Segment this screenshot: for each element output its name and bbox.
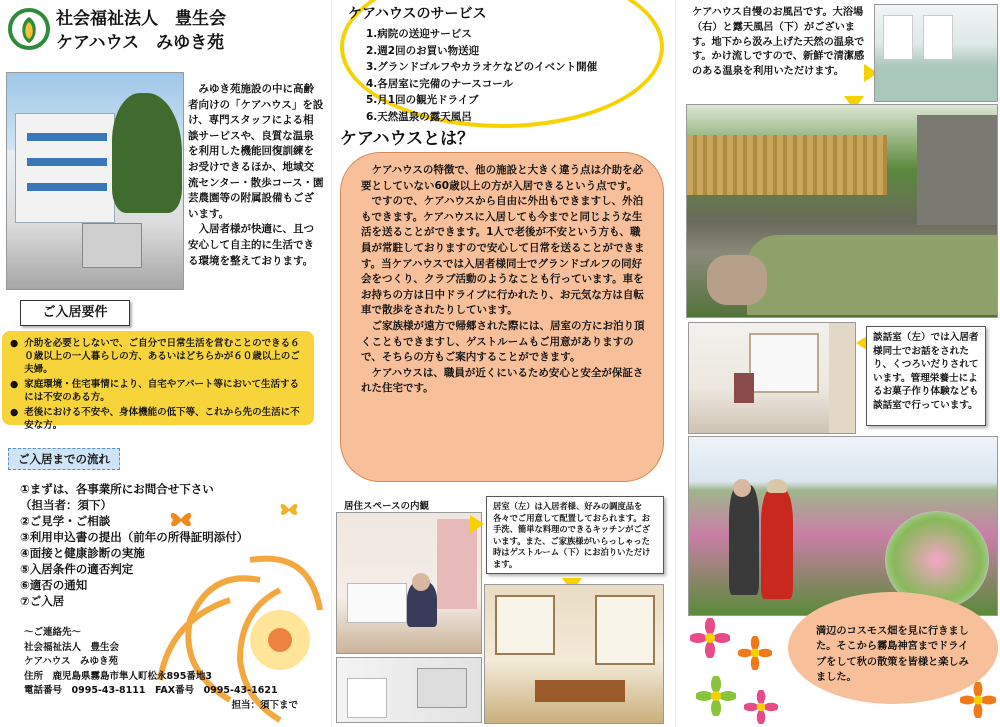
kitchen-photo xyxy=(336,657,482,723)
flow-step: ③利用申込書の提出（前年の所得証明添付） xyxy=(20,530,249,544)
flow-step: （担当者：須下） xyxy=(20,498,112,512)
cosmos-photo xyxy=(688,436,998,616)
lounge-caption: 談話室（左）では入居者様同士でお話をされたり、くつろいだりされています。管理栄養士によるお菓子作り体験なども談話室で行っています。 xyxy=(866,326,986,426)
lounge-photo xyxy=(688,322,856,434)
flow-step: ④面接と健康診断の実施 xyxy=(20,546,145,560)
indoor-bath-photo xyxy=(874,4,998,102)
flow-steps xyxy=(20,481,320,609)
bath-caption: ケアハウス自慢のお風呂です。大浴場（右）と露天風呂（下）がございます。地下から汲み上げた天然の温泉です。かけ流しですので、新鮮で清潔感のある温泉を利用いただけます。 xyxy=(692,7,865,78)
about-box xyxy=(340,152,664,482)
services-list xyxy=(366,26,597,125)
flow-step: ②ご見学・ご相談 xyxy=(20,514,111,528)
requirement-item: ● 介助を必要としないで、ご自分で日常生活を営むことのできる６０歳以上の一人暮らしの方、あるいはどちらかが６０歳以上のご夫婦。 xyxy=(10,338,300,375)
intro-text: みゆき苑施設の中に高齢者向けの「ケアハウス」を設け、専門スタッフによる相談サービスや、良質な温泉を利用した機能回復訓練をお受けできるほか、地域交流センター・散歩コース・園芸農園等の附属設備もございます。 入居者様が快適に、且つ安心して自主的に生活できる環境を整えております。 xyxy=(188,83,324,267)
requirement-item: ● 家庭環境・住宅事情により、自宅やアパート等において生活するには不安のある方。 xyxy=(10,379,300,403)
flow-title: ご入居までの流れ xyxy=(8,448,120,470)
about-paragraph: ケアハウスは、職員が近くにいるため安心と安全が保証された住宅です。 xyxy=(361,366,644,395)
flow-step: ⑦ご入居 xyxy=(20,594,65,608)
org-name-line1: 社会福祉法人 豊生会 xyxy=(56,9,226,29)
flow-step: ⑤入居条件の適否判定 xyxy=(20,562,134,576)
about-title: ケアハウスとは？ xyxy=(340,129,475,149)
flower-icon xyxy=(738,636,772,670)
about-paragraph: ですので、ケアハウスから自由に外出もできますし、外泊もできます。ケアハウスに入居しても今までと同じような生活を送ることができます。1人で老後が不安という方も、職員が常駐しておりますので安心して日常を送ることができます。当ケアハウスでは入居者様同士でグランドゴルフの同好会をつくり、クラブ活動のようなことも行っています。車をお持ちの方は日中ドライブに行かれたり、お元気な方は自転車で散歩をされたりしています。 xyxy=(361,195,645,317)
service-item: 3.グランドゴルフやカラオケなどのイベント開催 xyxy=(366,61,598,73)
building-photo xyxy=(6,72,184,290)
contact-block xyxy=(24,626,328,713)
flow-step: ⑥適否の通知 xyxy=(20,578,88,592)
contact-person: 担当：須下まで xyxy=(231,699,298,711)
service-item: 4.各居室に完備のナースコール xyxy=(366,77,514,90)
room-photo xyxy=(336,512,482,654)
contact-phone: 電話番号 0995-43-8111 FAX番号 0995-43-1621 xyxy=(24,685,278,696)
flower-icon xyxy=(960,682,996,718)
requirement-item: ● 老後における不安や、身体機能の低下等、これから先の生活に不安な方。 xyxy=(10,407,300,431)
about-paragraph: ケアハウスの特徴で、他の施設と大きく違う点は介助を必要としていない60歳以上の方が入居できるという点です。 xyxy=(361,164,644,192)
services-title: ケアハウスのサービス xyxy=(348,6,487,22)
cosmos-caption: 満辺のコスモス畑を見に行きました。そこから霧島神宮までドライブをして秋の散策を皆様と楽しみました。 xyxy=(816,626,969,684)
contact-heading: ～ご連絡先～ xyxy=(24,627,82,638)
middle-panel xyxy=(332,0,676,727)
living-caption: 居室（左）は入居者様、好みの調度品を各々でご用意して配置しておられます。お手洗、簡単な料理のできるキッチンがございます。また、ご家族様がいらっしゃった時はゲストルーム（下）にお泊りいただけます。 xyxy=(486,496,664,574)
bullet-icon: ● xyxy=(10,338,19,349)
bullet-icon: ● xyxy=(10,379,19,390)
requirements-title: ご入居要件 xyxy=(20,300,130,326)
flower-icon xyxy=(690,618,730,658)
flow-step: ①まずは、各事業所にお問合せ下さい xyxy=(20,482,214,496)
right-panel xyxy=(676,0,1000,727)
bullet-icon: ● xyxy=(10,407,19,418)
service-item: 2.週2回のお買い物送迎 xyxy=(366,44,480,57)
outdoor-bath-photo xyxy=(686,104,998,318)
contact-org1: 社会福祉法人 豊生会 xyxy=(24,641,120,653)
living-label: 居住スペースの内観 xyxy=(344,501,430,512)
arrow-right-icon xyxy=(470,515,484,533)
contact-org2: ケアハウス みゆき苑 xyxy=(24,656,118,667)
flower-icon xyxy=(696,676,736,716)
org-name-line2: ケアハウス みゆき苑 xyxy=(56,33,225,53)
left-panel xyxy=(0,0,330,727)
contact-address: 住所 鹿児島県霧島市隼人町松永895番地3 xyxy=(24,670,212,682)
guest-room-photo xyxy=(484,584,664,724)
requirements-box xyxy=(2,331,314,431)
about-paragraph: ご家族様が遠方で帰郷された際には、居室の方にお泊り頂くこともできますし、ゲストルームもご用意がありますので、そちらの方もご案内することができます。 xyxy=(361,319,645,364)
flower-icon xyxy=(744,690,778,724)
service-item: 5.月1回の観光ドライブ xyxy=(366,94,479,106)
service-item: 6.天然温泉の露天風呂 xyxy=(366,110,472,123)
service-item: 1.病院の送迎サービス xyxy=(366,28,472,40)
logo-icon xyxy=(8,8,50,50)
